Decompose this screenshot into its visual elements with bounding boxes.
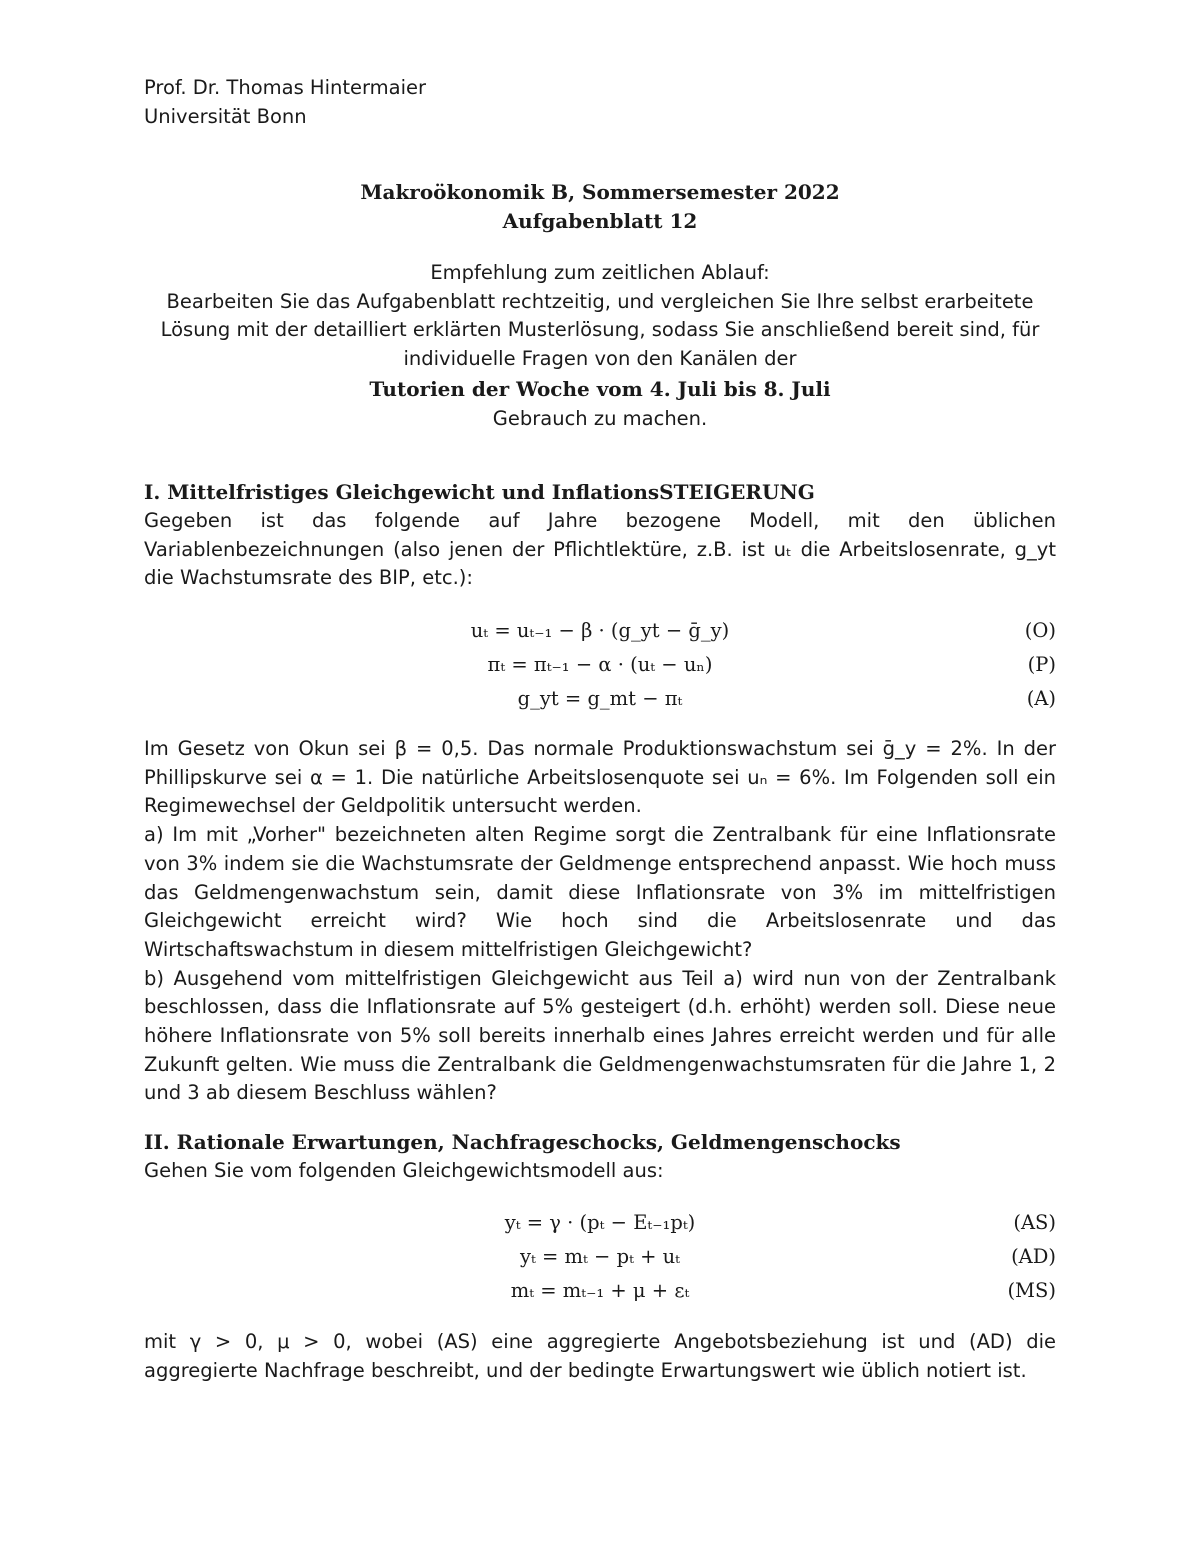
equation-demand: g_yt = g_mt − πₜ bbox=[517, 687, 683, 710]
author-name: Prof. Dr. Thomas Hintermaier bbox=[144, 76, 427, 99]
section-2-closing: mit γ > 0, μ > 0, wobei (AS) eine aggregierte Angebotsbeziehung ist und (AD) die aggregierte Nachfrage beschreibt, und der bedingte Erwartungswert wie üblich notiert ist. bbox=[144, 1330, 1056, 1382]
recommendation-closing: Gebrauch zu machen. bbox=[492, 406, 708, 430]
recommendation-line-1: Bearbeiten Sie das Aufgabenblatt rechtzeitig, und vergleichen Sie Ihre selbst erarbeitete bbox=[166, 289, 1034, 313]
course-title: Makroökonomik B, Sommersemester 2022 bbox=[360, 180, 840, 204]
recommendation-line-3: individuelle Fragen von den Kanälen der bbox=[403, 347, 797, 371]
section-1-intro: Gegeben ist das folgende auf Jahre bezogene Modell, mit den üblichen Variablenbezeichnungen (also jenen der Pflichtlektüre, z.B. ist uₜ die Arbeitslosenrate, g_yt die Wachstumsrate des BIP, etc.): bbox=[144, 509, 1056, 590]
section-2-text bbox=[144, 1128, 1056, 1186]
recommendation-line-2: Lösung mit der detailliert erklärten Musterlösung, sodass Sie anschließend bereit sind, für bbox=[160, 318, 1040, 342]
section-1-tasks bbox=[144, 735, 1056, 1108]
section-2-closing-block bbox=[144, 1328, 1056, 1385]
task-a: a) Im mit „Vorher" bezeichneten alten Regime sorgt die Zentralbank für eine Inflationsrate von 3% indem sie die Wachstumsrate der Geldmenge entsprechend anpasst. Wie hoch muss das Geldmengenwachstum sein, damit diese Inflationsrate von 3% im mittelfristigen Gleichgewicht erreicht wird? Wie hoch sind die Arbeitslosenrate und das Wirtschaftswachstum in diesem mittelfristigen Gleichgewicht? bbox=[144, 823, 1056, 961]
equation-label: (MS) bbox=[1007, 1279, 1056, 1302]
section-1-parameters: Im Gesetz von Okun sei β = 0,5. Das normale Produktionswachstum sei ḡ_y = 2%. In der Phillipskurve sei α = 1. Die natürliche Arbeitslosenquote sei uₙ = 6%. Im Folgenden soll ein Regimewechsel der Geldpolitik untersucht werden. bbox=[144, 737, 1056, 818]
document-title bbox=[144, 178, 1056, 236]
section-1-text bbox=[144, 478, 1056, 593]
equation-label: (O) bbox=[1024, 619, 1056, 642]
equation-label: (P) bbox=[1027, 653, 1056, 676]
equation-row bbox=[144, 1206, 1056, 1240]
equation-aggregate-supply: yₜ = γ · (pₜ − Eₜ₋₁pₜ) bbox=[504, 1211, 696, 1234]
equation-label: (A) bbox=[1026, 687, 1056, 710]
task-b: b) Ausgehend vom mittelfristigen Gleichgewicht aus Teil a) wird nun von der Zentralbank beschlossen, dass die Inflationsrate auf 5% gesteigert (d.h. erhöht) werden soll. Diese neue höhere Inflationsrate von 5% soll bereits innerhalb eines Jahres erreicht werden und für alle Zukunft gelten. Wie muss die Zentralbank die Geldmengenwachstumsraten für die Jahre 1, 2 und 3 ab diesem Beschluss wählen? bbox=[144, 966, 1056, 1105]
recommendation-block bbox=[144, 259, 1056, 434]
section-2-intro: Gehen Sie vom folgenden Gleichgewichtsmodell aus: bbox=[144, 1159, 664, 1182]
equation-row bbox=[144, 1240, 1056, 1274]
equation-label: (AD) bbox=[1011, 1245, 1056, 1268]
equation-row bbox=[144, 648, 1056, 682]
section-1-equations bbox=[144, 614, 1056, 716]
institution-name: Universität Bonn bbox=[144, 104, 307, 128]
equation-money-supply: mₜ = mₜ₋₁ + μ + εₜ bbox=[510, 1279, 690, 1302]
equation-label: (AS) bbox=[1013, 1211, 1056, 1234]
equation-okun: uₜ = uₜ₋₁ − β · (g_yt − ḡ_y) bbox=[470, 619, 730, 642]
equation-aggregate-demand: yₜ = mₜ − pₜ + uₜ bbox=[520, 1245, 680, 1268]
equation-row bbox=[144, 1274, 1056, 1308]
author-block bbox=[144, 74, 426, 131]
recommendation-heading: Empfehlung zum zeitlichen Ablauf: bbox=[430, 261, 770, 284]
section-1-heading: I. Mittelfristiges Gleichgewicht und InflationsSTEIGERUNG bbox=[144, 480, 815, 504]
equation-phillips: πₜ = πₜ₋₁ − α · (uₜ − uₙ) bbox=[487, 653, 713, 676]
section-2-equations bbox=[144, 1206, 1056, 1308]
sheet-title: Aufgabenblatt 12 bbox=[502, 209, 698, 233]
equation-row bbox=[144, 614, 1056, 648]
equation-row bbox=[144, 682, 1056, 716]
section-2-heading: II. Rationale Erwartungen, Nachfrageschocks, Geldmengenschocks bbox=[144, 1130, 901, 1154]
tutorien-date: Tutorien der Woche vom 4. Juli bis 8. Juli bbox=[369, 376, 831, 401]
